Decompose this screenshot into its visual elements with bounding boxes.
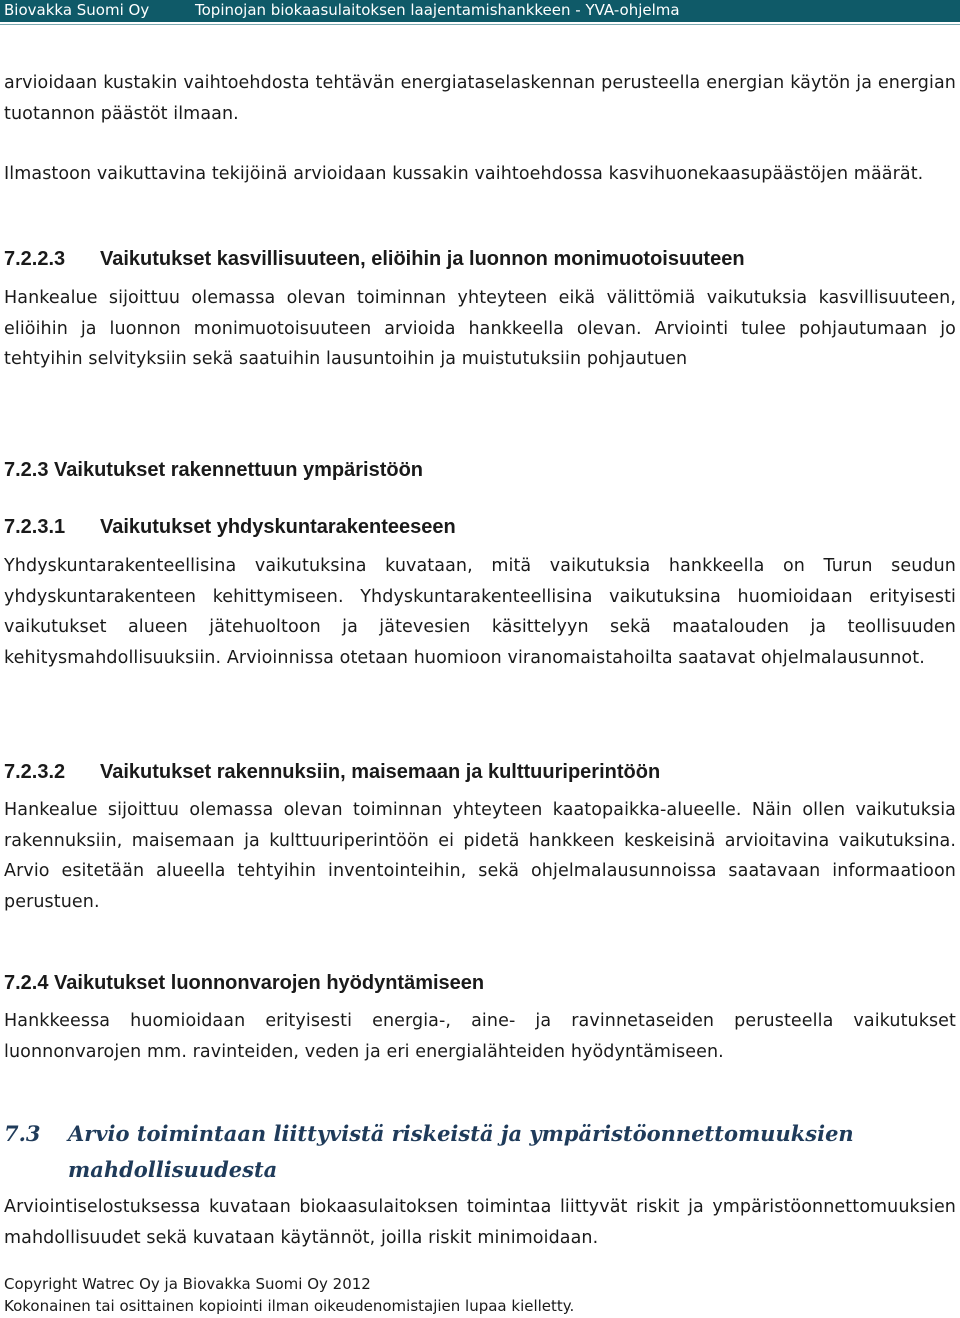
- heading-text: Arvio toimintaan liittyvistä riskeistä ja ympäristöonnettomuuksien mahdollisuudesta: [68, 1121, 854, 1182]
- heading-text: Vaikutukset kasvillisuuteen, eliöihin ja luonnon monimuotoisuuteen: [100, 248, 745, 270]
- heading-number: 7.2.3.2: [4, 761, 66, 783]
- intro-paragraph-1: arvioidaan kustakin vaihtoehdosta tehtävän energiataselaskennan perusteella energian käytön ja energian tuotannon päästöt ilmaan.: [4, 73, 956, 124]
- paragraph-7-2-3-2: Hankealue sijoittuu olemassa olevan toiminnan yhteyteen kaatopaikka-alueelle. Näin ollen vaikutuksia rakennuksiin, maisemaan ja kulttuuriperintöön ei pidetä hankkeen keskeisinä arvioitavina vaikutuksina. Arvio esitetään alueella tehtyihin inventointeihin, sekä ohjelmalausunnoissa saatavaan informaatioon perustuen.: [4, 800, 956, 912]
- footer-copyright: Copyright Watrec Oy ja Biovakka Suomi Oy 2012: [4, 1275, 371, 1293]
- heading-7-2-3-1: [4, 514, 956, 540]
- page-header: [0, 0, 960, 22]
- heading-7-2-3-2: [4, 759, 956, 785]
- paragraph-7-2-2-3: Hankealue sijoittuu olemassa olevan toiminnan yhteyteen eikä välittömiä vaikutuksia kasvillisuuteen, eliöihin ja luonnon monimuotoisuuteen arvioida hankkeella olevan. Arviointi tulee pohjautumaan jo tehtyihin selvityksiin sekä saatuihin lausuntoihin ja muistutuksiin pohjautuen: [4, 288, 956, 369]
- heading-7-3: [4, 1116, 956, 1188]
- heading-7-2-2-3: [4, 246, 956, 272]
- header-company: Biovakka Suomi Oy: [4, 1, 150, 19]
- heading-text: Vaikutukset rakennuksiin, maisemaan ja kulttuuriperintöön: [100, 761, 661, 783]
- paragraph-7-2-4: Hankkeessa huomioidaan erityisesti energia-, aine- ja ravinnetaseiden perusteella vaikutukset luonnonvarojen mm. ravinteiden, veden ja eri energialähteiden hyödyntämiseen.: [4, 1011, 956, 1062]
- heading-number: 7.3: [4, 1121, 41, 1146]
- heading-7-2-4: 7.2.4 Vaikutukset luonnonvarojen hyödyntämiseen: [4, 972, 485, 994]
- intro-paragraph-2: Ilmastoon vaikuttavina tekijöinä arvioidaan kussakin vaihtoehdossa kasvihuonekaasupäästöjen määrät.: [4, 164, 924, 184]
- paragraph-7-3: Arviointiselostuksessa kuvataan biokaasulaitoksen toimintaa liittyvät riskit ja ympäristöonnettomuuksien mahdollisuudet sekä kuvataan käytännöt, joilla riskit minimoidaan.: [4, 1197, 956, 1248]
- header-divider: [0, 24, 960, 25]
- heading-text: Vaikutukset yhdyskuntarakenteeseen: [100, 516, 456, 538]
- header-title: Topinojan biokaasulaitoksen laajentamishankkeen - YVA-ohjelma: [195, 1, 680, 19]
- heading-number: 7.2.2.3: [4, 248, 66, 270]
- paragraph-7-2-3-1: Yhdyskuntarakenteellisina vaikutuksina kuvataan, mitä vaikutuksia hankkeella on Turun seudun yhdyskuntarakenteen kehittymiseen. Yhdyskuntarakenteellisina vaikutuksina huomioidaan erityisesti vaikutukset alueen jätehuoltoon ja jätevesien käsittelyyn sekä maatalouden ja teollisuuden kehitysmahdollisuuksiin. Arvioinnissa otetaan huomioon viranomaistahoilta saatavat ohjelmalausunnot.: [4, 556, 956, 668]
- heading-7-2-3: 7.2.3 Vaikutukset rakennettuun ympäristöön: [4, 459, 424, 481]
- heading-number: 7.2.3.1: [4, 516, 66, 538]
- footer-notice: Kokonainen tai osittainen kopiointi ilman oikeudenomistajien lupaa kielletty.: [4, 1297, 575, 1315]
